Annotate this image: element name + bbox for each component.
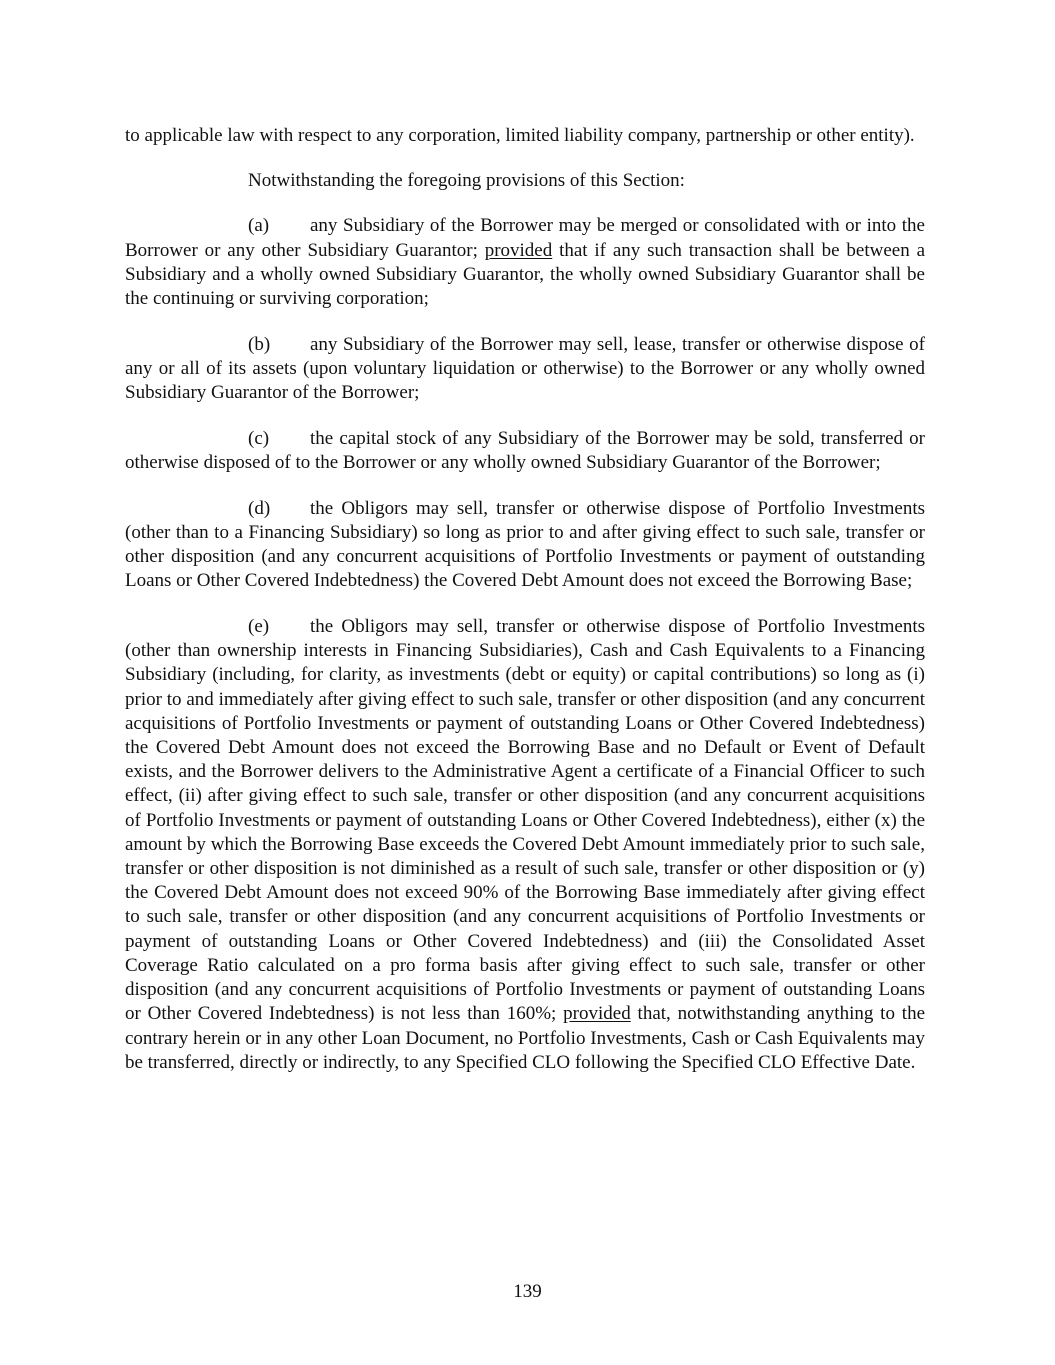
clause-text: that, notwithstanding anything to the contrary herein or in any other Loan Document, no Portfolio Investments, Cash or Cash Equivalents may be transferred, directly or indirectly, to any Specified CLO following the Specified CLO Effective Date. bbox=[125, 1003, 926, 1073]
clause-e bbox=[125, 615, 925, 1075]
clause-marker: (d) bbox=[248, 497, 271, 519]
clause-text: that if any such transaction shall be between a Subsidiary and a wholly owned Subsidiary Guarantor, the wholly owned Subsidiary Guarantor shall be the continuing or surviving corporation; bbox=[125, 239, 925, 310]
clause-marker: (c) bbox=[248, 427, 270, 449]
clause-d bbox=[125, 497, 925, 594]
clause-text: any Subsidiary of the Borrower may sell, lease, transfer or otherwise dispose of any or all of its assets (upon voluntary liquidation or otherwise) to the Borrower or any wholly owned Subsidiary Guarantor of the Borrower; bbox=[125, 333, 925, 404]
clause-b bbox=[125, 333, 925, 406]
continuation-paragraph: to applicable law with respect to any corporation, limited liability company, partnership or other entity). bbox=[125, 125, 915, 146]
provided-term: provided bbox=[484, 239, 553, 261]
clause-text: any Subsidiary of the Borrower may be merged or consolidated with or into the Borrower or any other Subsidiary Guarantor; bbox=[125, 215, 925, 261]
clause-marker: (e) bbox=[248, 616, 270, 638]
clause-marker: (b) bbox=[248, 333, 271, 355]
document-body bbox=[125, 124, 925, 1096]
provided-term: provided bbox=[563, 1003, 631, 1025]
clause-a bbox=[125, 214, 925, 311]
clause-marker: (a) bbox=[248, 215, 270, 237]
clause-text: the capital stock of any Subsidiary of the Borrower may be sold, transferred or otherwise disposed of to the Borrower or any wholly owned Subsidiary Guarantor of the Borrower; bbox=[125, 427, 925, 474]
clause-text: the Obligors may sell, transfer or otherwise dispose of Portfolio Investments (other than ownership interests in Financing Subsidiaries), Cash and Cash Equivalents to a Financing Subsidiary (including, for clarity, as investments (debt or equity) or capital contributions) so long as (i) prior to and immediately after giving effect to such sale, transfer or other disposition (and any concurrent acquisitions of Portfolio Investments or payment of outstanding Loans or Other Covered Indebtedness) the Covered Debt Amount does not exceed the Borrowing Base and no Default or Event of Default exists, and the Borrower delivers to the Administrative Agent a certificate of a Financial Officer to such effect, (ii) after giving effect to such sale, transfer or other disposition (and any concurrent acquisitions of Portfolio Investments or payment of outstanding Loans or Other Covered Indebtedness), either (x) the amount by which the Borrowing Base exceeds the Covered Debt Amount immediately prior to such sale, transfer or other disposition is not diminished as a result of such sale, transfer or other disposition or (y) the Covered Debt Amount does not exceed 90% of the Borrowing Base immediately after giving effect to such sale, transfer or other disposition (and any concurrent acquisitions of Portfolio Investments or payment of outstanding Loans or Other Covered Indebtedness) and (iii) the Consolidated Asset Coverage Ratio calculated on a pro forma basis after giving effect to such sale, transfer or other disposition (and any concurrent acquisitions of Portfolio Investments or payment of outstanding Loans or Other Covered Indebtedness) is not less than 160%; bbox=[125, 616, 925, 1025]
page-number: 139 bbox=[513, 1281, 542, 1302]
lead-paragraph: Notwithstanding the foregoing provisions of this Section: bbox=[248, 170, 685, 192]
clause-c bbox=[125, 427, 925, 475]
clause-text: the Obligors may sell, transfer or otherwise dispose of Portfolio Investments (other than to a Financing Subsidiary) so long as prior to and after giving effect to such sale, transfer or other disposition (and any concurrent acquisitions of Portfolio Investments or payment of outstanding Loans or Other Covered Indebtedness) the Covered Debt Amount does not exceed the Borrowing Base; bbox=[125, 497, 925, 592]
